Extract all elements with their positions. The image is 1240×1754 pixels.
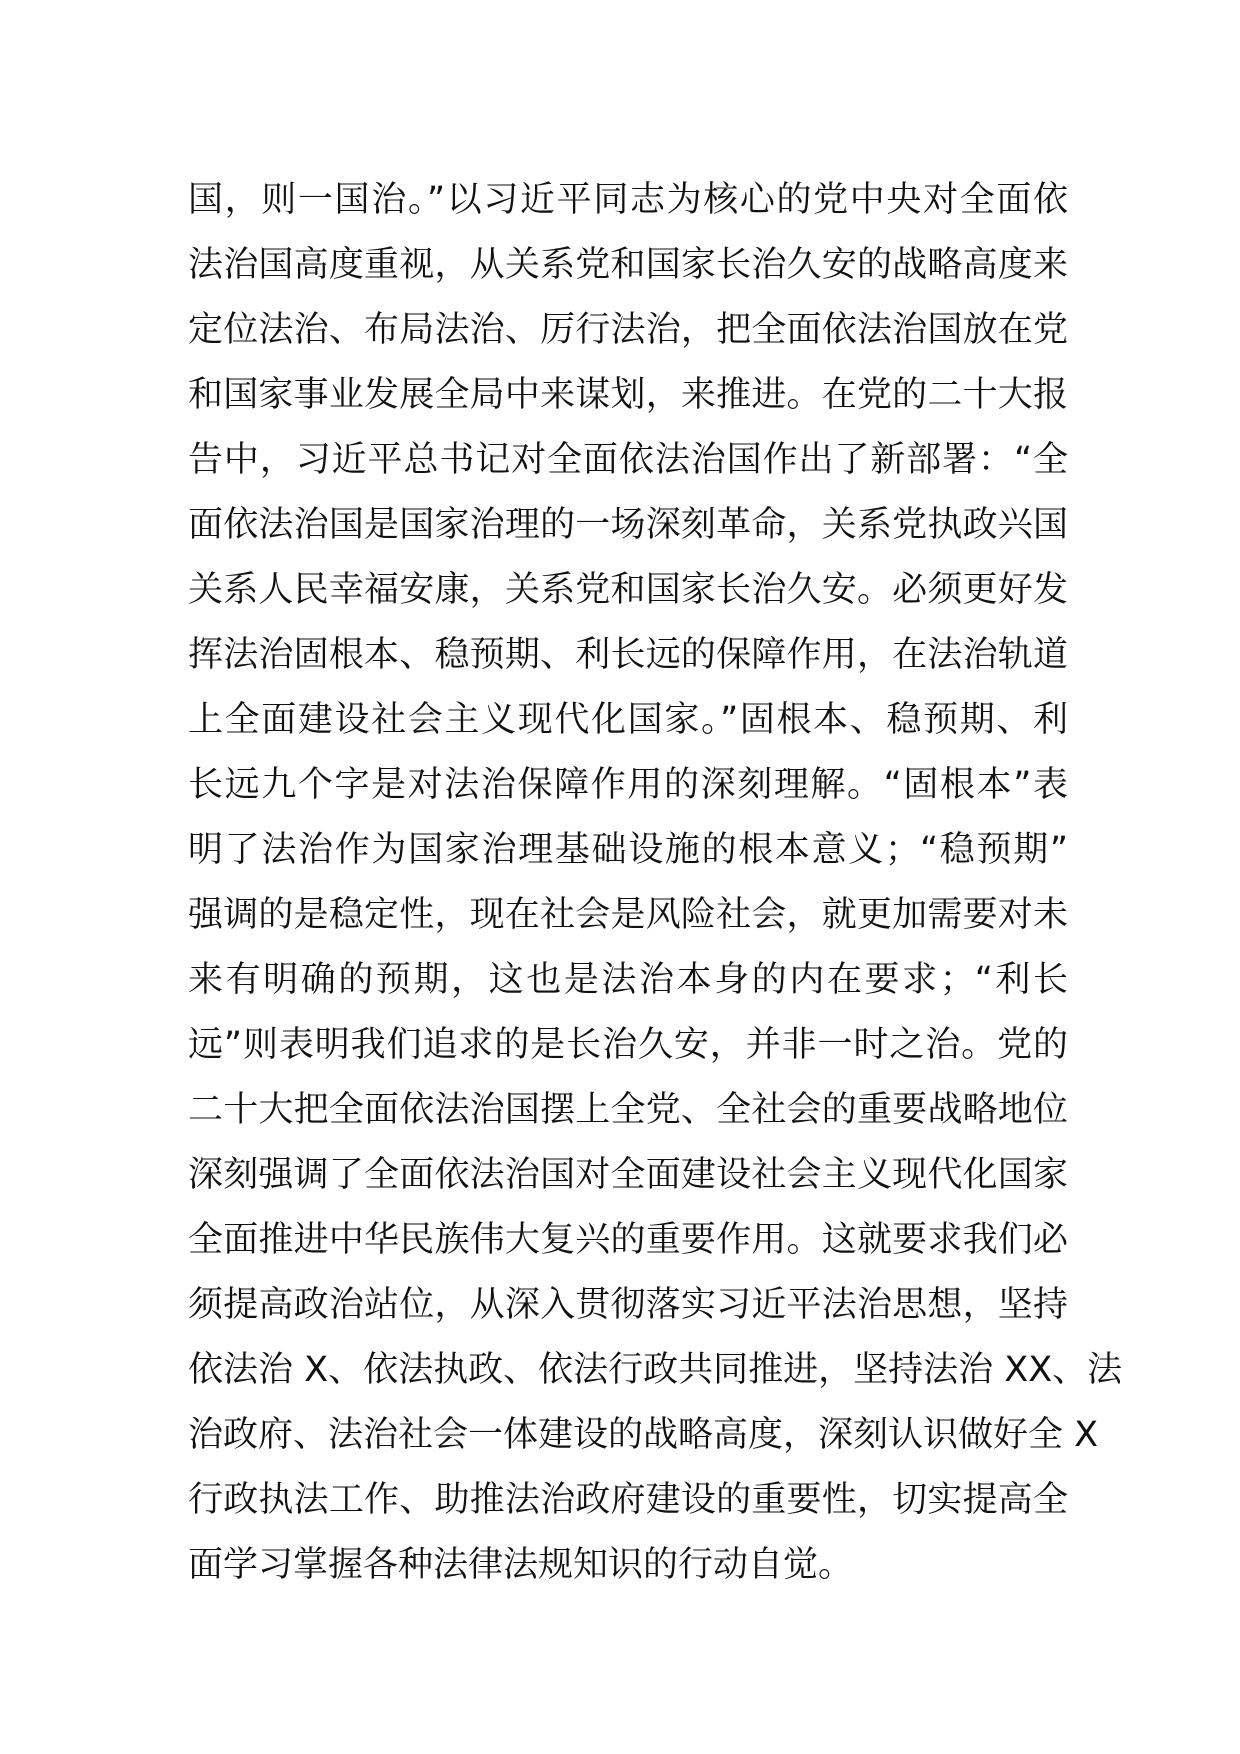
text-line-2: 法治国高度重视，从关系党和国家长治久安的战略高度来	[188, 245, 1068, 285]
text-line-14: 远”则表明我们追求的是长治久安，并非一时之治。党的	[188, 1025, 1068, 1065]
text-line-7: 关系人民幸福安康，关系党和国家长治久安。必须更好发	[188, 570, 1068, 610]
text-line-8: 挥法治固根本、稳预期、利长远的保障作用，在法治轨道	[188, 635, 1068, 675]
body-paragraph	[188, 168, 1123, 1598]
text-line-13: 来有明确的预期，这也是法治本身的内在要求；“利长	[188, 960, 1068, 1000]
text-line-18: 须提高政治站位，从深入贯彻落实习近平法治思想，坚持	[188, 1285, 1068, 1325]
text-line-3: 定位法治、布局法治、厉行法治，把全面依法治国放在党	[188, 310, 1068, 350]
text-line-9: 上全面建设社会主义现代化国家。”固根本、稳预期、利	[188, 700, 1068, 740]
text-line-16: 深刻强调了全面依法治国对全面建设社会主义现代化国家	[188, 1155, 1068, 1195]
text-line-5: 告中，习近平总书记对全面依法治国作出了新部署：“全	[188, 440, 1068, 480]
text-line-11: 明了法治作为国家治理基础设施的根本意义；“稳预期”	[188, 830, 1068, 870]
text-line-17: 全面推进中华民族伟大复兴的重要作用。这就要求我们必	[188, 1220, 1068, 1260]
text-line-1: 国，则一国治。”以习近平同志为核心的党中央对全面依	[188, 180, 1068, 220]
text-line-15: 二十大把全面依法治国摆上全党、全社会的重要战略地位	[188, 1090, 1068, 1130]
text-line-10: 长远九个字是对法治保障作用的深刻理解。“固根本”表	[188, 765, 1068, 805]
text-line-22: 面学习掌握各种法律法规知识的行动自觉。	[188, 1545, 854, 1585]
text-line-21: 行政执法工作、助推法治政府建设的重要性，切实提高全	[188, 1480, 1068, 1520]
text-line-19: 依法治 X、依法执政、依法行政共同推进，坚持法治 XX、法	[188, 1350, 1123, 1390]
text-line-6: 面依法治国是国家治理的一场深刻革命，关系党执政兴国	[188, 505, 1068, 545]
text-line-20: 治政府、法治社会一体建设的战略高度，深刻认识做好全 X	[188, 1415, 1099, 1455]
text-line-12: 强调的是稳定性，现在社会是风险社会，就更加需要对未	[188, 895, 1068, 935]
text-line-4: 和国家事业发展全局中来谋划，来推进。在党的二十大报	[188, 375, 1068, 415]
